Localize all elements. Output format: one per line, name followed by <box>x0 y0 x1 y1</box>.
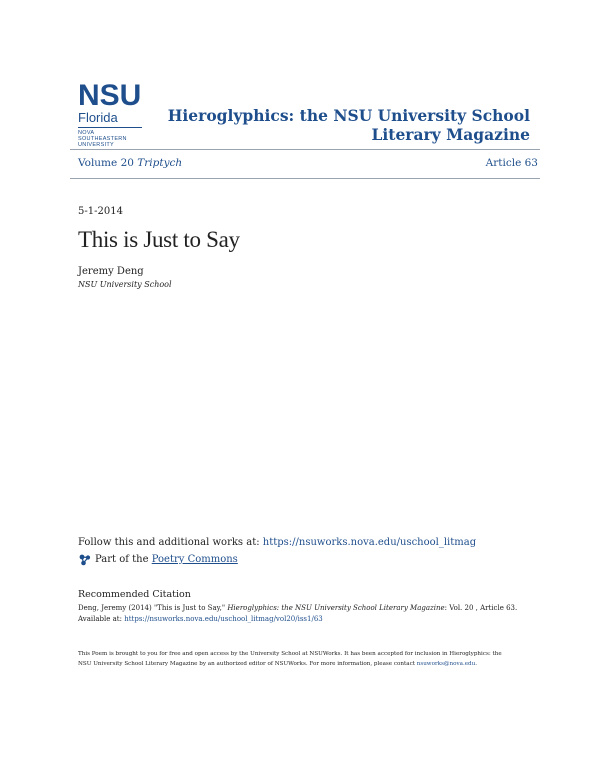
volume-label: Volume 20 <box>78 157 134 169</box>
citation-plain: Deng, Jeremy (2014) "This is Just to Say," <box>78 604 228 612</box>
article-title: This is Just to Say <box>78 227 240 252</box>
logo-line2: UNIVERSITY <box>78 142 115 148</box>
follow-line <box>78 537 476 548</box>
follow-url-link[interactable]: https://nsuworks.nova.edu/uschool_litmag <box>262 537 477 548</box>
follow-prefix: Follow this and additional works at: <box>78 537 263 548</box>
top-divider <box>70 149 540 150</box>
citation-text <box>78 603 548 625</box>
commons-network-icon <box>78 553 91 566</box>
access-notice <box>78 649 548 669</box>
notice-end: . <box>475 661 478 667</box>
logo-word: Florida <box>78 110 118 125</box>
author-name: Jeremy Deng <box>78 266 144 277</box>
nsu-logo[interactable] <box>78 79 144 148</box>
volume-link[interactable] <box>78 157 182 169</box>
journal-title-link[interactable]: Hieroglyphics: the NSU University School Literary Magazine <box>167 106 530 144</box>
citation-end: : Vol. 20 , Article 63. <box>444 604 518 612</box>
available-prefix: Available at: <box>78 615 125 623</box>
part-of-line <box>78 553 238 566</box>
meta-divider <box>70 178 540 179</box>
volume-row <box>78 157 540 169</box>
author-affiliation: NSU University School <box>78 280 172 289</box>
logo-line1: NOVA SOUTHEASTERN <box>78 130 127 142</box>
contact-email-link[interactable]: nsuworks@nova.edu <box>416 661 476 667</box>
citation-heading: Recommended Citation <box>78 589 191 600</box>
citation-journal: Hieroglyphics: the NSU University School Literary Magazine <box>227 604 445 612</box>
notice-line1: This Poem is brought to you for free and open access by the University School at NSUWorks. It has been accepted for inclusion in Hieroglyphics: the <box>78 651 502 657</box>
notice-line2: NSU University School Literary Magazine by an authorized editor of NSUWorks. For more information, please contact <box>78 661 417 667</box>
part-of-prefix: Part of the <box>95 554 149 565</box>
logo-rule <box>78 127 142 128</box>
logo-mark: NSU <box>78 79 142 112</box>
publication-date: 5-1-2014 <box>78 206 123 217</box>
article-number-link[interactable]: Article 63 <box>485 157 538 169</box>
poetry-commons-link[interactable]: Poetry Commons <box>151 554 238 565</box>
citation-url-link[interactable]: https://nsuworks.nova.edu/uschool_litmag/vol20/iss1/63 <box>124 615 323 623</box>
issue-name: Triptych <box>137 157 183 169</box>
